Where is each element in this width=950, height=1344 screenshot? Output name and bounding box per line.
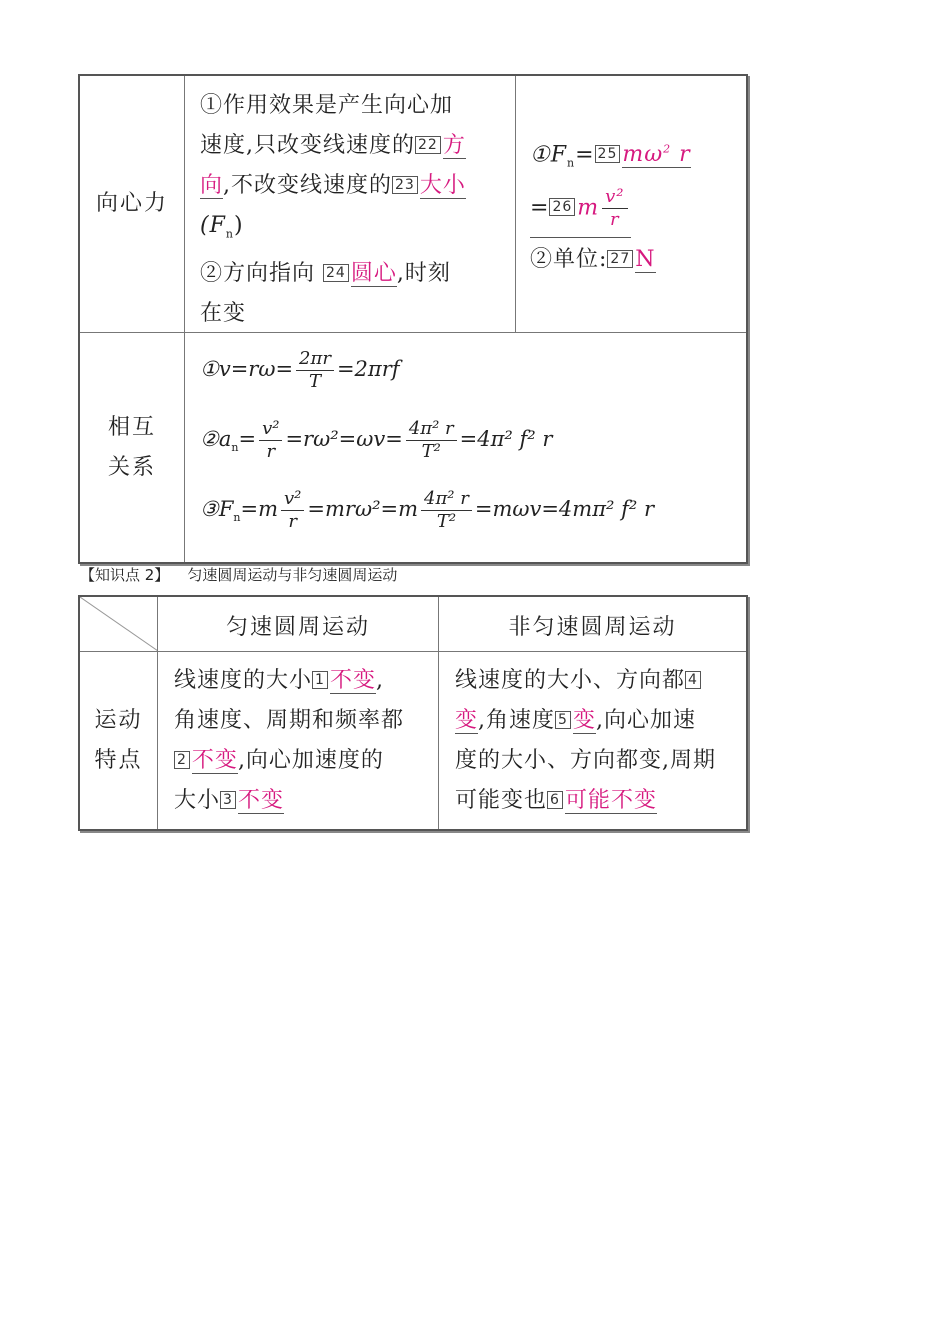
answer-25-base: mω [622, 142, 664, 168]
row-label-relation [80, 408, 184, 488]
uniform-line-3 [174, 741, 436, 781]
eq2-f1-numerator: v² [259, 418, 282, 441]
formula-fn: ①F [530, 142, 567, 168]
eq3-f2-denominator: T² [436, 511, 457, 532]
answer-26-numerator: v² [602, 186, 627, 209]
nonuniform-line-1 [455, 661, 745, 701]
blank-number-25: 25 [595, 145, 621, 163]
uniform-line-1 [174, 661, 436, 701]
unit-label: ②单位: [530, 246, 608, 272]
nonuniform-line-2-tail: ,向心加速 [595, 708, 696, 733]
header-uniform-motion: 匀速圆周运动 [225, 615, 370, 640]
desc-line-5-tail: ,时刻 [396, 261, 451, 287]
force-relation-table [78, 74, 748, 564]
relation-equation-3 [200, 488, 654, 533]
row-label-motion-features [80, 701, 157, 781]
eq3-pre: ③F [200, 497, 234, 521]
blank-number-1: 1 [312, 671, 328, 689]
uniform-line-3-text: ,向心加速度的 [237, 748, 384, 773]
eq2-f2-numerator: 4π² r [406, 418, 457, 441]
relation-equation-2 [200, 418, 552, 463]
centripetal-force-description [200, 86, 510, 334]
desc-line-3-text: ,不改变线速度的 [223, 173, 393, 198]
eq2-fraction-1 [259, 418, 282, 463]
desc-line-2-text: 速度,只改变线速度的 [200, 133, 415, 158]
eq3-sub: n [233, 511, 241, 525]
answer-22-part-b: 向 [200, 173, 224, 198]
eq3-mid: =mrω²=m [307, 497, 419, 521]
blank-number-27: 27 [607, 250, 633, 268]
relation-label-1: 相互 [107, 415, 156, 440]
caption-title: 匀速圆周运动与非匀速圆周运动 [187, 566, 398, 584]
blank-number-22: 22 [415, 136, 441, 154]
desc-line-6: 在变 [200, 301, 247, 327]
eq2-mid: =rω²=ωv= [285, 427, 403, 451]
header-nonuniform-motion: 非匀速圆周运动 [508, 615, 677, 640]
answer-1: 不变 [329, 668, 376, 693]
eq2-sub: n [231, 441, 239, 455]
eq1-pre: ①v=rω= [200, 357, 294, 381]
uniform-motion-features [174, 661, 436, 821]
answer-27: N [635, 246, 656, 272]
centripetal-force-formula [530, 130, 740, 280]
section-caption [80, 564, 397, 585]
formula-line-1 [530, 130, 740, 184]
blank-number-5: 5 [555, 711, 571, 729]
eq2-f2-denominator: T² [421, 441, 441, 462]
desc-line-5-text: ②方向指向 [200, 261, 316, 287]
uniform-line-4-text: 大小 [174, 788, 221, 813]
answer-2: 不变 [191, 748, 238, 773]
relation-equation-1 [200, 348, 400, 393]
eq3-equals: =m [240, 497, 279, 521]
desc-line-3 [200, 166, 510, 206]
answer-25-r: r [671, 142, 691, 168]
fn-open: (F [200, 213, 226, 238]
eq2-f1-denominator: r [266, 441, 276, 462]
desc-line-1: ①作用效果是产生向心加 [200, 93, 454, 118]
answer-25-sup: 2 [663, 143, 672, 156]
formula-equals-2: = [530, 195, 550, 221]
eq3-post: =mωv=4mπ² f² r [474, 497, 655, 521]
eq2-fraction-2 [406, 418, 457, 463]
nonuniform-line-1-text: 线速度的大小、方向都 [455, 668, 686, 693]
fn-subscript: n [225, 227, 234, 241]
eq2-post: =4π² f² r [459, 427, 553, 451]
formula-fn-sub: n [567, 156, 576, 170]
blank-number-2: 2 [174, 751, 190, 769]
uniform-line-1-text: 线速度的大小 [174, 668, 313, 693]
eq1-post: =2πrf [336, 357, 400, 381]
blank-number-6: 6 [547, 791, 563, 809]
eq1-numerator: 2πr [296, 348, 334, 371]
blank-number-24: 24 [323, 264, 349, 282]
eq2-equals: = [238, 427, 257, 451]
nonuniform-line-4 [455, 781, 745, 821]
desc-line-2 [200, 126, 510, 166]
answer-26-fraction [602, 186, 627, 231]
uniform-line-4 [174, 781, 436, 821]
uniform-line-1-comma: , [375, 668, 384, 693]
relation-label-2: 关系 [107, 455, 156, 480]
answer-4: 变 [455, 708, 479, 733]
row-label-centripetal-force: 向心力 [95, 191, 168, 216]
answer-26-denominator: r [610, 208, 620, 230]
answer-25 [622, 142, 690, 168]
fn-close: ) [233, 213, 244, 238]
caption-tag: 【知识点 2】 [80, 566, 170, 584]
eq3-f1-denominator: r [288, 511, 298, 532]
features-label-1: 运动 [94, 708, 143, 733]
desc-line-4 [200, 206, 510, 254]
nonuniform-motion-features [455, 661, 745, 821]
blank-number-26: 26 [549, 198, 575, 216]
eq3-fraction-1 [281, 488, 304, 533]
uniform-line-2: 角速度、周期和频率都 [174, 708, 405, 733]
desc-line-5 [200, 254, 510, 294]
diagonal-header-line [80, 597, 158, 651]
answer-3: 不变 [237, 788, 284, 813]
nonuniform-line-2-text: ,角速度 [478, 708, 556, 733]
features-label-2: 特点 [94, 748, 143, 773]
answer-22-part-a: 方 [442, 133, 466, 158]
formula-equals: = [575, 142, 595, 168]
answer-23: 大小 [419, 173, 466, 198]
eq3-f1-numerator: v² [281, 488, 304, 511]
eq2-pre: ②a [200, 427, 232, 451]
nonuniform-line-2 [455, 701, 745, 741]
eq3-fraction-2 [421, 488, 472, 533]
blank-number-3: 3 [220, 791, 236, 809]
motion-comparison-table [78, 595, 748, 831]
eq1-denominator: T [308, 371, 321, 392]
eq3-f2-numerator: 4π² r [421, 488, 472, 511]
blank-number-23: 23 [392, 176, 418, 194]
answer-24: 圆心 [350, 261, 397, 287]
formula-line-2 [530, 186, 740, 238]
answer-26-m: m [577, 195, 600, 221]
nonuniform-line-4-text: 可能变也 [455, 788, 548, 813]
blank-number-4: 4 [685, 671, 701, 689]
nonuniform-line-3: 度的大小、方向都变,周期 [455, 748, 716, 773]
formula-line-3 [530, 240, 740, 280]
eq1-fraction [296, 348, 334, 393]
answer-6: 可能不变 [564, 788, 657, 813]
answer-5: 变 [572, 708, 596, 733]
